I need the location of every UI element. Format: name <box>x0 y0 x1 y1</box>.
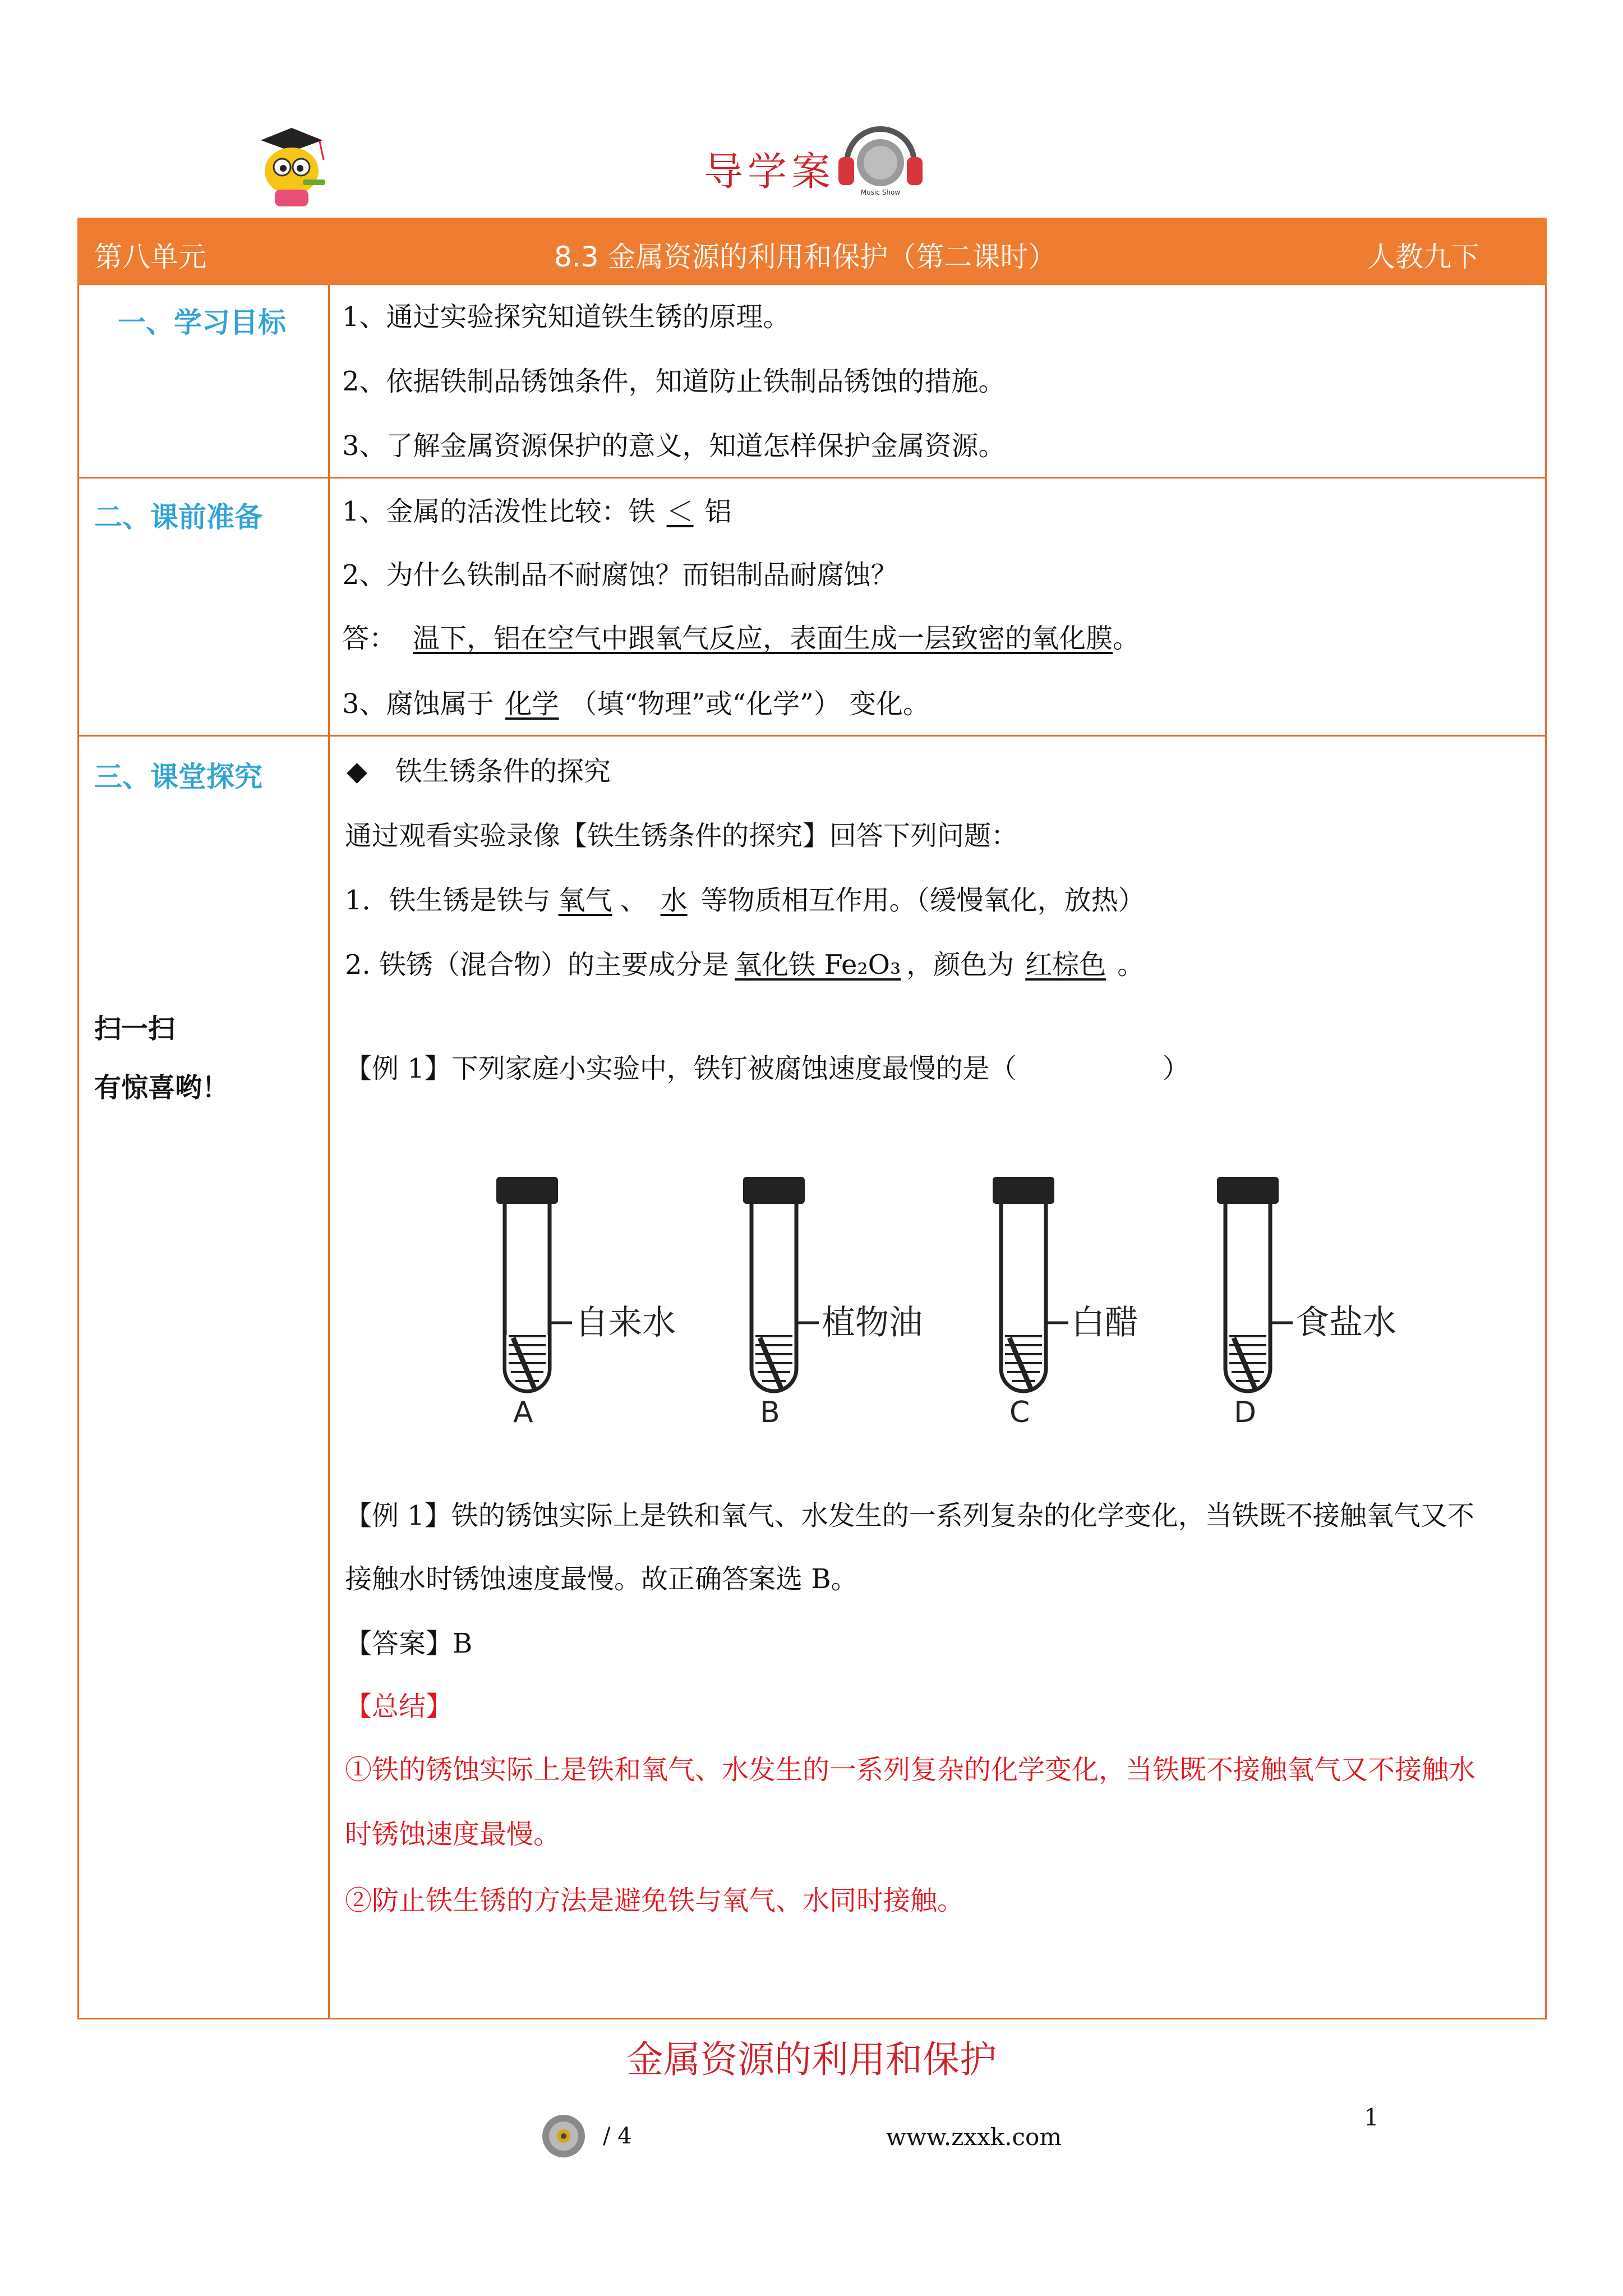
row-divider <box>77 477 1547 478</box>
rust-q1-suffix: 等物质相互作用。（缓慢氧化，放热） <box>700 885 1145 916</box>
rust-q1-answer-water: 水 <box>660 885 688 916</box>
lesson-title: 8.3 金属资源的利用和保护（第二课时） <box>554 241 1057 273</box>
prep-answer-2 <box>342 622 1140 655</box>
prep-q3-suffix: （填“物理”或“化学”） 变化。 <box>570 688 930 720</box>
edition-label: 人教九下 <box>1367 241 1479 273</box>
section-title-objectives: 一、学习目标 <box>118 306 286 339</box>
prep-question-2: 2、为什么铁制品不耐腐蚀？而铝制品耐腐蚀？ <box>342 559 898 591</box>
prep-a2-suffix: 。 <box>1113 623 1140 654</box>
rust-q2-answer-compound: 氧化铁 Fe₂O₃ <box>735 949 901 981</box>
row-divider <box>77 735 1547 737</box>
tube-a-letter: A <box>513 1396 533 1425</box>
document-title: 导学案 <box>704 149 835 195</box>
test-tube-a <box>496 1177 676 1425</box>
example-question-end: ） <box>1162 1053 1189 1084</box>
explanation-line: 【例 1】铁的锈蚀实际上是铁和氧气、水发生的一系列复杂的化学变化，当铁既不接触氧气又不 <box>345 1500 1474 1531</box>
summary-line: ②防止铁生锈的方法是避免铁与氧气、水同时接触。 <box>345 1885 965 1916</box>
section-title-preparation: 二、课前准备 <box>94 501 262 533</box>
summary-title: 【总结】 <box>345 1691 453 1722</box>
summary-line: 时锈蚀速度最慢。 <box>345 1819 561 1850</box>
prep-q1-suffix: 铝 <box>704 496 732 527</box>
prep-a2-prefix: 答： <box>342 623 396 654</box>
prep-question-3 <box>342 687 930 721</box>
site-url: www.zxxk.com <box>886 2123 1062 2151</box>
headphone-logo-icon <box>833 115 928 199</box>
rust-q2-answer-color: 红棕色 <box>1025 949 1106 981</box>
objective-line: 1、通过实验探究知道铁生锈的原理。 <box>342 301 790 333</box>
disc-icon <box>541 2114 586 2159</box>
objective-line: 2、依据铁制品锈蚀条件，知道防止铁制品锈蚀的措施。 <box>342 366 1006 397</box>
example-question-text: 【例 1】下列家庭小实验中，铁钉被腐蚀速度最慢的是（ <box>345 1053 1017 1084</box>
tube-d-label: 食盐水 <box>1295 1303 1396 1342</box>
scan-note: 扫一扫 <box>94 1013 176 1045</box>
section-title-exploration: 三、课堂探究 <box>94 761 262 793</box>
rust-q2-prefix: 2. 铁锈（混合物）的主要成分是 <box>345 949 730 981</box>
answer-line: 【答案】B <box>345 1628 473 1659</box>
worksheet-table <box>77 218 1547 2019</box>
intro-line: 通过观看实验录像【铁生锈条件的探究】回答下列问题： <box>345 820 1018 852</box>
rust-q1-prefix: 1．铁生锈是铁与 <box>345 885 551 916</box>
rust-question-2 <box>345 948 1144 982</box>
logo-caption: Music Show <box>860 188 901 196</box>
prep-a2-answer: 温下，铝在空气中跟氧气反应，表面生成一层致密的氧化膜 <box>413 623 1113 654</box>
prep-q3-answer: 化学 <box>505 688 559 720</box>
tube-d-letter: D <box>1234 1396 1257 1425</box>
prep-q1-answer: ＜ <box>666 496 694 527</box>
page-total: / 4 <box>603 2123 632 2149</box>
topic-text: 铁生锈条件的探究 <box>395 756 611 787</box>
test-tube-c <box>993 1177 1138 1425</box>
explanation-line: 接触水时锈蚀速度最慢。故正确答案选 B。 <box>345 1563 858 1595</box>
objective-line: 3、了解金属资源保护的意义，知道怎样保护金属资源。 <box>342 430 1006 462</box>
unit-label: 第八单元 <box>94 241 206 273</box>
rust-q1-separator: 、 <box>620 885 647 916</box>
footer-title: 金属资源的利用和保护 <box>626 2038 997 2081</box>
column-divider <box>328 285 330 2019</box>
tube-a-label: 自来水 <box>575 1303 676 1342</box>
rust-question-1 <box>345 884 1145 917</box>
prep-q1-prefix: 1、金属的活泼性比较：铁 <box>342 496 656 527</box>
test-tube-d <box>1217 1177 1396 1425</box>
page-number: 1 <box>1364 2104 1379 2131</box>
topic-line <box>347 754 611 788</box>
prep-question-1 <box>342 495 732 528</box>
unit-banner <box>77 218 1547 285</box>
rust-q2-suffix: 。 <box>1117 949 1145 981</box>
diamond-bullet-icon: ◆ <box>347 756 367 787</box>
tube-c-label: 白醋 <box>1071 1303 1138 1342</box>
surprise-note: 有惊喜哟！ <box>94 1072 229 1103</box>
test-tube-figure <box>471 1167 1436 1425</box>
summary-line: ①铁的锈蚀实际上是铁和氧气、水发生的一系列复杂的化学变化，当铁既不接触氧气又不接触水 <box>345 1754 1476 1786</box>
tube-b-label: 植物油 <box>822 1303 923 1342</box>
rust-q2-mid: ，颜色为 <box>906 949 1015 981</box>
rust-q1-answer-oxygen: 氧气 <box>558 885 612 916</box>
tube-b-letter: B <box>760 1396 780 1425</box>
tube-c-letter: C <box>1009 1396 1030 1425</box>
prep-q3-prefix: 3、腐蚀属于 <box>342 688 494 720</box>
mascot-logo-icon <box>250 118 334 213</box>
test-tube-b <box>743 1177 923 1425</box>
example-question <box>345 1052 1189 1085</box>
